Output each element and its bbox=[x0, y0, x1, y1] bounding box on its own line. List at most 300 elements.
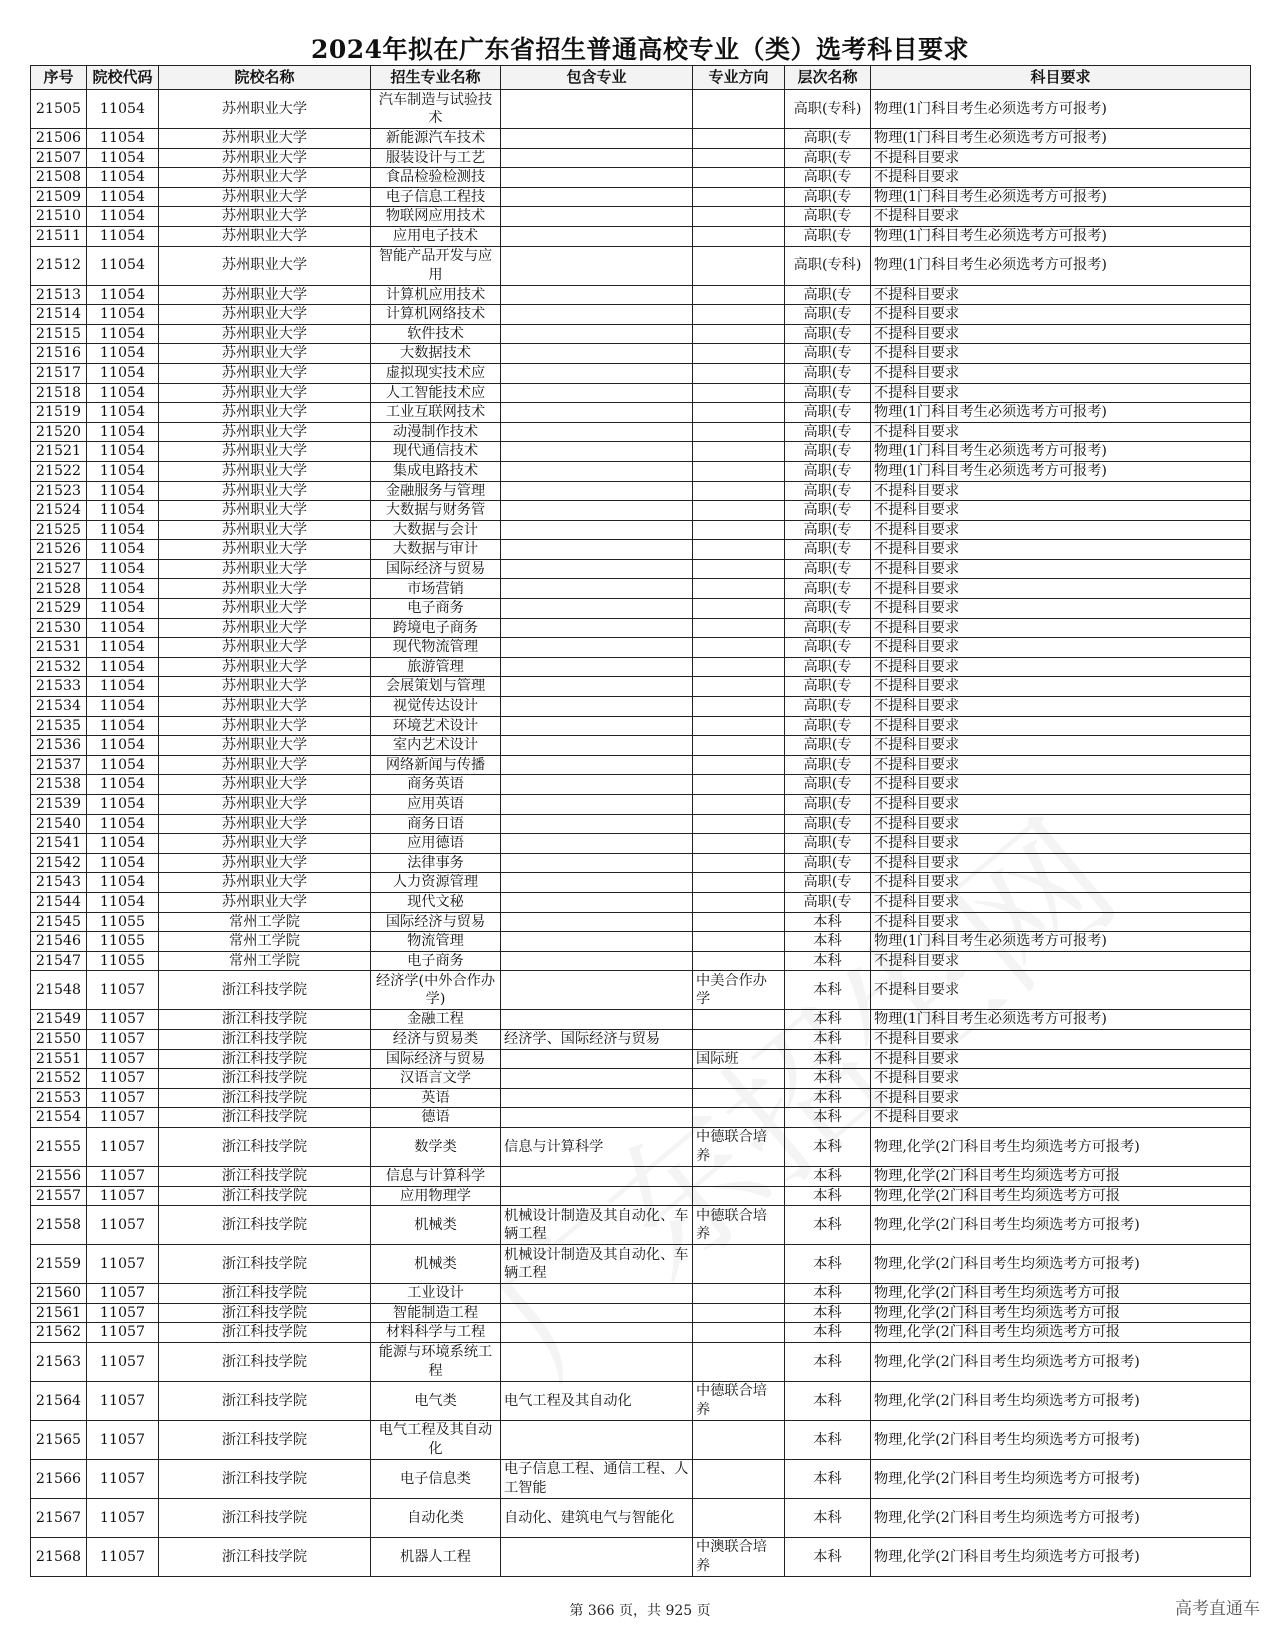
school-name-cell: 苏州职业大学 bbox=[159, 403, 371, 423]
table-row bbox=[31, 501, 1251, 521]
school-code-cell: 11054 bbox=[87, 657, 159, 677]
subject-requirement-cell: 物理,化学(2门科目考生均须选考方可报 bbox=[871, 1303, 1251, 1323]
included-majors-cell bbox=[501, 579, 693, 599]
table-row bbox=[31, 207, 1251, 227]
included-majors-cell bbox=[501, 129, 693, 149]
major-direction-cell bbox=[693, 481, 785, 501]
row-number-cell: 21554 bbox=[31, 1108, 87, 1128]
column-header: 层次名称 bbox=[785, 66, 871, 90]
level-name-cell: 高职(专 bbox=[785, 657, 871, 677]
row-number-cell: 21544 bbox=[31, 892, 87, 912]
major-direction-cell bbox=[693, 1342, 785, 1381]
row-number-cell: 21556 bbox=[31, 1166, 87, 1186]
school-name-cell: 苏州职业大学 bbox=[159, 90, 371, 129]
major-direction-cell bbox=[693, 795, 785, 815]
included-majors-cell bbox=[501, 638, 693, 658]
major-direction-cell bbox=[693, 932, 785, 952]
major-direction-cell: 中德联合培养 bbox=[693, 1206, 785, 1245]
included-majors-cell bbox=[501, 873, 693, 893]
school-code-cell: 11054 bbox=[87, 599, 159, 619]
major-name-cell: 现代通信技术 bbox=[371, 442, 501, 462]
included-majors-cell bbox=[501, 1166, 693, 1186]
school-code-cell: 11054 bbox=[87, 559, 159, 579]
major-name-cell: 人力资源管理 bbox=[371, 873, 501, 893]
table-row bbox=[31, 1381, 1251, 1420]
table-header-row bbox=[31, 66, 1251, 90]
level-name-cell: 本科 bbox=[785, 1323, 871, 1343]
row-number-cell: 21547 bbox=[31, 951, 87, 971]
subject-requirement-cell: 不提科目要求 bbox=[871, 912, 1251, 932]
subject-requirement-cell: 物理,化学(2门科目考生均须选考方可报考) bbox=[871, 1245, 1251, 1284]
included-majors-cell bbox=[501, 1186, 693, 1206]
major-direction-cell bbox=[693, 1108, 785, 1128]
school-code-cell: 11054 bbox=[87, 873, 159, 893]
major-direction-cell bbox=[693, 246, 785, 285]
row-number-cell: 21536 bbox=[31, 736, 87, 756]
major-name-cell: 法律事务 bbox=[371, 853, 501, 873]
school-code-cell: 11054 bbox=[87, 129, 159, 149]
table-row bbox=[31, 951, 1251, 971]
school-name-cell: 常州工学院 bbox=[159, 932, 371, 952]
row-number-cell: 21568 bbox=[31, 1537, 87, 1576]
included-majors-cell bbox=[501, 90, 693, 129]
subject-requirement-cell: 不提科目要求 bbox=[871, 363, 1251, 383]
row-number-cell: 21560 bbox=[31, 1284, 87, 1304]
school-name-cell: 苏州职业大学 bbox=[159, 129, 371, 149]
level-name-cell: 高职(专 bbox=[785, 814, 871, 834]
level-name-cell: 高职(专 bbox=[785, 422, 871, 442]
major-name-cell: 计算机应用技术 bbox=[371, 285, 501, 305]
major-name-cell: 能源与环境系统工程 bbox=[371, 1342, 501, 1381]
school-code-cell: 11054 bbox=[87, 207, 159, 227]
school-code-cell: 11054 bbox=[87, 814, 159, 834]
row-number-cell: 21507 bbox=[31, 148, 87, 168]
major-direction-cell bbox=[693, 1029, 785, 1049]
major-name-cell: 智能制造工程 bbox=[371, 1303, 501, 1323]
major-name-cell: 商务日语 bbox=[371, 814, 501, 834]
school-code-cell: 11054 bbox=[87, 638, 159, 658]
table-row bbox=[31, 540, 1251, 560]
major-direction-cell bbox=[693, 363, 785, 383]
included-majors-cell: 自动化、建筑电气与智能化 bbox=[501, 1498, 693, 1537]
school-name-cell: 苏州职业大学 bbox=[159, 853, 371, 873]
major-direction-cell bbox=[693, 442, 785, 462]
school-name-cell: 苏州职业大学 bbox=[159, 814, 371, 834]
table-row bbox=[31, 168, 1251, 188]
major-direction-cell bbox=[693, 1245, 785, 1284]
included-majors-cell bbox=[501, 951, 693, 971]
level-name-cell: 高职(专 bbox=[785, 442, 871, 462]
major-direction-cell bbox=[693, 168, 785, 188]
included-majors-cell: 机械设计制造及其自动化、车辆工程 bbox=[501, 1206, 693, 1245]
table-row bbox=[31, 1127, 1251, 1166]
major-name-cell: 汉语言文学 bbox=[371, 1069, 501, 1089]
school-code-cell: 11057 bbox=[87, 1245, 159, 1284]
included-majors-cell bbox=[501, 501, 693, 521]
subject-requirement-cell: 不提科目要求 bbox=[871, 736, 1251, 756]
school-code-cell: 11054 bbox=[87, 736, 159, 756]
level-name-cell: 高职(专 bbox=[785, 834, 871, 854]
included-majors-cell bbox=[501, 1323, 693, 1343]
major-name-cell: 环境艺术设计 bbox=[371, 716, 501, 736]
school-name-cell: 浙江科技学院 bbox=[159, 1010, 371, 1030]
subject-requirement-cell: 物理,化学(2门科目考生均须选考方可报 bbox=[871, 1186, 1251, 1206]
subject-requirement-cell: 不提科目要求 bbox=[871, 775, 1251, 795]
major-direction-cell bbox=[693, 1459, 785, 1498]
major-name-cell: 英语 bbox=[371, 1088, 501, 1108]
major-name-cell: 大数据与审计 bbox=[371, 540, 501, 560]
school-name-cell: 苏州职业大学 bbox=[159, 716, 371, 736]
level-name-cell: 高职(专 bbox=[785, 285, 871, 305]
row-number-cell: 21525 bbox=[31, 520, 87, 540]
major-direction-cell bbox=[693, 305, 785, 325]
school-code-cell: 11057 bbox=[87, 1459, 159, 1498]
level-name-cell: 本科 bbox=[785, 1206, 871, 1245]
school-code-cell: 11054 bbox=[87, 148, 159, 168]
major-direction-cell bbox=[693, 1303, 785, 1323]
major-name-cell: 现代文秘 bbox=[371, 892, 501, 912]
level-name-cell: 高职(专 bbox=[785, 892, 871, 912]
major-name-cell: 经济与贸易类 bbox=[371, 1029, 501, 1049]
school-code-cell: 11054 bbox=[87, 755, 159, 775]
major-name-cell: 工业互联网技术 bbox=[371, 403, 501, 423]
major-direction-cell: 中澳联合培养 bbox=[693, 1537, 785, 1576]
table-row bbox=[31, 1537, 1251, 1576]
level-name-cell: 本科 bbox=[785, 1010, 871, 1030]
major-direction-cell bbox=[693, 853, 785, 873]
column-header: 院校名称 bbox=[159, 66, 371, 90]
school-code-cell: 11054 bbox=[87, 520, 159, 540]
table-row bbox=[31, 559, 1251, 579]
level-name-cell: 高职(专 bbox=[785, 736, 871, 756]
included-majors-cell bbox=[501, 422, 693, 442]
school-name-cell: 苏州职业大学 bbox=[159, 579, 371, 599]
row-number-cell: 21562 bbox=[31, 1323, 87, 1343]
level-name-cell: 高职(专 bbox=[785, 187, 871, 207]
major-name-cell: 服装设计与工艺 bbox=[371, 148, 501, 168]
subject-requirement-cell: 不提科目要求 bbox=[871, 657, 1251, 677]
level-name-cell: 本科 bbox=[785, 932, 871, 952]
major-name-cell: 动漫制作技术 bbox=[371, 422, 501, 442]
school-name-cell: 浙江科技学院 bbox=[159, 1206, 371, 1245]
level-name-cell: 本科 bbox=[785, 1186, 871, 1206]
included-majors-cell bbox=[501, 599, 693, 619]
level-name-cell: 本科 bbox=[785, 1342, 871, 1381]
table-row bbox=[31, 912, 1251, 932]
level-name-cell: 高职(专 bbox=[785, 873, 871, 893]
row-number-cell: 21537 bbox=[31, 755, 87, 775]
subject-requirement-cell: 不提科目要求 bbox=[871, 168, 1251, 188]
row-number-cell: 21552 bbox=[31, 1069, 87, 1089]
major-name-cell: 大数据技术 bbox=[371, 344, 501, 364]
school-name-cell: 苏州职业大学 bbox=[159, 775, 371, 795]
row-number-cell: 21532 bbox=[31, 657, 87, 677]
school-code-cell: 11054 bbox=[87, 853, 159, 873]
level-name-cell: 本科 bbox=[785, 1127, 871, 1166]
table-row bbox=[31, 442, 1251, 462]
subject-requirement-cell: 不提科目要求 bbox=[871, 697, 1251, 717]
included-majors-cell bbox=[501, 1088, 693, 1108]
school-name-cell: 浙江科技学院 bbox=[159, 1342, 371, 1381]
subject-requirement-cell: 物理(1门科目考生必须选考方可报考) bbox=[871, 1010, 1251, 1030]
major-name-cell: 新能源汽车技术 bbox=[371, 129, 501, 149]
school-name-cell: 浙江科技学院 bbox=[159, 1088, 371, 1108]
major-direction-cell bbox=[693, 207, 785, 227]
major-direction-cell bbox=[693, 1323, 785, 1343]
major-direction-cell bbox=[693, 559, 785, 579]
school-code-cell: 11054 bbox=[87, 461, 159, 481]
included-majors-cell bbox=[501, 814, 693, 834]
major-name-cell: 视觉传达设计 bbox=[371, 697, 501, 717]
row-number-cell: 21538 bbox=[31, 775, 87, 795]
included-majors-cell bbox=[501, 461, 693, 481]
school-name-cell: 浙江科技学院 bbox=[159, 1049, 371, 1069]
table-row bbox=[31, 1108, 1251, 1128]
included-majors-cell bbox=[501, 305, 693, 325]
included-majors-cell bbox=[501, 1420, 693, 1459]
major-direction-cell bbox=[693, 755, 785, 775]
major-direction-cell bbox=[693, 618, 785, 638]
major-direction-cell: 中德联合培养 bbox=[693, 1127, 785, 1166]
column-header: 序号 bbox=[31, 66, 87, 90]
major-direction-cell bbox=[693, 226, 785, 246]
major-name-cell: 现代物流管理 bbox=[371, 638, 501, 658]
row-number-cell: 21529 bbox=[31, 599, 87, 619]
school-name-cell: 苏州职业大学 bbox=[159, 305, 371, 325]
subject-requirement-cell: 不提科目要求 bbox=[871, 148, 1251, 168]
subject-requirement-cell: 不提科目要求 bbox=[871, 853, 1251, 873]
row-number-cell: 21563 bbox=[31, 1342, 87, 1381]
school-code-cell: 11057 bbox=[87, 1537, 159, 1576]
major-direction-cell bbox=[693, 1088, 785, 1108]
table-row bbox=[31, 1284, 1251, 1304]
table-body bbox=[31, 90, 1251, 1577]
major-name-cell: 应用德语 bbox=[371, 834, 501, 854]
subject-requirement-cell: 物理(1门科目考生必须选考方可报考) bbox=[871, 246, 1251, 285]
school-code-cell: 11054 bbox=[87, 795, 159, 815]
major-direction-cell bbox=[693, 403, 785, 423]
major-name-cell: 智能产品开发与应用 bbox=[371, 246, 501, 285]
major-direction-cell bbox=[693, 814, 785, 834]
included-majors-cell bbox=[501, 148, 693, 168]
table-row bbox=[31, 971, 1251, 1010]
subject-requirement-cell: 物理,化学(2门科目考生均须选考方可报考) bbox=[871, 1498, 1251, 1537]
level-name-cell: 高职(专 bbox=[785, 579, 871, 599]
row-number-cell: 21526 bbox=[31, 540, 87, 560]
school-name-cell: 苏州职业大学 bbox=[159, 638, 371, 658]
subject-requirement-cell: 物理(1门科目考生必须选考方可报考) bbox=[871, 226, 1251, 246]
column-header: 包含专业 bbox=[501, 66, 693, 90]
table-row bbox=[31, 618, 1251, 638]
school-code-cell: 11054 bbox=[87, 90, 159, 129]
level-name-cell: 本科 bbox=[785, 951, 871, 971]
subject-requirement-cell: 物理,化学(2门科目考生均须选考方可报考) bbox=[871, 1127, 1251, 1166]
row-number-cell: 21514 bbox=[31, 305, 87, 325]
included-majors-cell bbox=[501, 363, 693, 383]
major-name-cell: 电气类 bbox=[371, 1381, 501, 1420]
row-number-cell: 21564 bbox=[31, 1381, 87, 1420]
row-number-cell: 21546 bbox=[31, 932, 87, 952]
row-number-cell: 21522 bbox=[31, 461, 87, 481]
level-name-cell: 本科 bbox=[785, 912, 871, 932]
included-majors-cell bbox=[501, 892, 693, 912]
school-code-cell: 11057 bbox=[87, 1206, 159, 1245]
school-name-cell: 常州工学院 bbox=[159, 951, 371, 971]
school-name-cell: 苏州职业大学 bbox=[159, 599, 371, 619]
subject-requirement-cell: 不提科目要求 bbox=[871, 834, 1251, 854]
school-name-cell: 浙江科技学院 bbox=[159, 1420, 371, 1459]
row-number-cell: 21520 bbox=[31, 422, 87, 442]
subject-requirement-cell: 物理,化学(2门科目考生均须选考方可报考) bbox=[871, 1459, 1251, 1498]
level-name-cell: 高职(专 bbox=[785, 559, 871, 579]
table-row bbox=[31, 285, 1251, 305]
major-direction-cell bbox=[693, 775, 785, 795]
table-row bbox=[31, 1420, 1251, 1459]
table-row bbox=[31, 1166, 1251, 1186]
table-row bbox=[31, 638, 1251, 658]
subject-requirement-cell: 不提科目要求 bbox=[871, 638, 1251, 658]
school-name-cell: 苏州职业大学 bbox=[159, 736, 371, 756]
table-row bbox=[31, 1049, 1251, 1069]
row-number-cell: 21543 bbox=[31, 873, 87, 893]
level-name-cell: 本科 bbox=[785, 1245, 871, 1284]
major-name-cell: 工业设计 bbox=[371, 1284, 501, 1304]
subject-requirement-cell: 物理(1门科目考生必须选考方可报考) bbox=[871, 90, 1251, 129]
major-direction-cell bbox=[693, 716, 785, 736]
major-direction-cell bbox=[693, 501, 785, 521]
level-name-cell: 高职(专科) bbox=[785, 246, 871, 285]
school-name-cell: 浙江科技学院 bbox=[159, 1323, 371, 1343]
school-code-cell: 11054 bbox=[87, 168, 159, 188]
school-name-cell: 浙江科技学院 bbox=[159, 1186, 371, 1206]
row-number-cell: 21523 bbox=[31, 481, 87, 501]
major-direction-cell bbox=[693, 697, 785, 717]
major-direction-cell bbox=[693, 324, 785, 344]
subject-requirement-cell: 物理(1门科目考生必须选考方可报考) bbox=[871, 442, 1251, 462]
major-direction-cell: 国际班 bbox=[693, 1049, 785, 1069]
row-number-cell: 21531 bbox=[31, 638, 87, 658]
row-number-cell: 21515 bbox=[31, 324, 87, 344]
school-code-cell: 11057 bbox=[87, 1381, 159, 1420]
included-majors-cell bbox=[501, 344, 693, 364]
level-name-cell: 本科 bbox=[785, 1459, 871, 1498]
school-code-cell: 11054 bbox=[87, 246, 159, 285]
major-name-cell: 电子商务 bbox=[371, 951, 501, 971]
level-name-cell: 高职(专 bbox=[785, 599, 871, 619]
subject-requirement-cell: 物理(1门科目考生必须选考方可报考) bbox=[871, 932, 1251, 952]
major-name-cell: 应用英语 bbox=[371, 795, 501, 815]
school-code-cell: 11054 bbox=[87, 775, 159, 795]
school-code-cell: 11054 bbox=[87, 579, 159, 599]
included-majors-cell bbox=[501, 912, 693, 932]
school-code-cell: 11057 bbox=[87, 1186, 159, 1206]
row-number-cell: 21541 bbox=[31, 834, 87, 854]
school-code-cell: 11054 bbox=[87, 501, 159, 521]
major-name-cell: 会展策划与管理 bbox=[371, 677, 501, 697]
level-name-cell: 高职(专 bbox=[785, 501, 871, 521]
major-name-cell: 德语 bbox=[371, 1108, 501, 1128]
row-number-cell: 21550 bbox=[31, 1029, 87, 1049]
major-direction-cell bbox=[693, 1166, 785, 1186]
subject-requirement-cell: 物理(1门科目考生必须选考方可报考) bbox=[871, 461, 1251, 481]
row-number-cell: 21513 bbox=[31, 285, 87, 305]
level-name-cell: 高职(专 bbox=[785, 755, 871, 775]
row-number-cell: 21528 bbox=[31, 579, 87, 599]
included-majors-cell bbox=[501, 1069, 693, 1089]
level-name-cell: 高职(专 bbox=[785, 403, 871, 423]
table-row bbox=[31, 1088, 1251, 1108]
subject-requirement-cell: 不提科目要求 bbox=[871, 520, 1251, 540]
row-number-cell: 21505 bbox=[31, 90, 87, 129]
subject-requirement-cell: 不提科目要求 bbox=[871, 422, 1251, 442]
major-name-cell: 旅游管理 bbox=[371, 657, 501, 677]
table-row bbox=[31, 1245, 1251, 1284]
subject-requirement-cell: 不提科目要求 bbox=[871, 677, 1251, 697]
included-majors-cell bbox=[501, 657, 693, 677]
table-row bbox=[31, 520, 1251, 540]
school-name-cell: 苏州职业大学 bbox=[159, 187, 371, 207]
table-row bbox=[31, 1206, 1251, 1245]
included-majors-cell bbox=[501, 795, 693, 815]
level-name-cell: 本科 bbox=[785, 1069, 871, 1089]
major-direction-cell bbox=[693, 951, 785, 971]
level-name-cell: 本科 bbox=[785, 1088, 871, 1108]
level-name-cell: 本科 bbox=[785, 1381, 871, 1420]
school-code-cell: 11054 bbox=[87, 618, 159, 638]
school-name-cell: 苏州职业大学 bbox=[159, 834, 371, 854]
row-number-cell: 21535 bbox=[31, 716, 87, 736]
level-name-cell: 高职(专 bbox=[785, 148, 871, 168]
major-name-cell: 电气工程及其自动化 bbox=[371, 1420, 501, 1459]
school-name-cell: 苏州职业大学 bbox=[159, 285, 371, 305]
major-name-cell: 网络新闻与传播 bbox=[371, 755, 501, 775]
major-direction-cell: 中德联合培养 bbox=[693, 1381, 785, 1420]
row-number-cell: 21517 bbox=[31, 363, 87, 383]
major-name-cell: 大数据与财务管 bbox=[371, 501, 501, 521]
row-number-cell: 21542 bbox=[31, 853, 87, 873]
school-name-cell: 苏州职业大学 bbox=[159, 422, 371, 442]
level-name-cell: 高职(专 bbox=[785, 540, 871, 560]
major-direction-cell bbox=[693, 148, 785, 168]
table-row bbox=[31, 148, 1251, 168]
school-code-cell: 11057 bbox=[87, 1108, 159, 1128]
school-code-cell: 11057 bbox=[87, 1088, 159, 1108]
school-code-cell: 11054 bbox=[87, 324, 159, 344]
subject-requirement-cell: 物理,化学(2门科目考生均须选考方可报考) bbox=[871, 1420, 1251, 1459]
school-name-cell: 浙江科技学院 bbox=[159, 1127, 371, 1166]
level-name-cell: 高职(专 bbox=[785, 344, 871, 364]
included-majors-cell bbox=[501, 403, 693, 423]
subject-requirement-cell: 不提科目要求 bbox=[871, 795, 1251, 815]
included-majors-cell bbox=[501, 677, 693, 697]
page-title: 2024年拟在广东省招生普通高校专业（类）选考科目要求 bbox=[310, 35, 970, 64]
major-direction-cell bbox=[693, 1186, 785, 1206]
major-direction-cell bbox=[693, 461, 785, 481]
table-row bbox=[31, 677, 1251, 697]
level-name-cell: 高职(专 bbox=[785, 207, 871, 227]
table-row bbox=[31, 932, 1251, 952]
subject-requirement-cell: 不提科目要求 bbox=[871, 559, 1251, 579]
major-name-cell: 机械类 bbox=[371, 1206, 501, 1245]
major-direction-cell bbox=[693, 1420, 785, 1459]
major-name-cell: 国际经济与贸易 bbox=[371, 559, 501, 579]
school-name-cell: 苏州职业大学 bbox=[159, 442, 371, 462]
level-name-cell: 高职(专 bbox=[785, 795, 871, 815]
included-majors-cell bbox=[501, 697, 693, 717]
school-code-cell: 11055 bbox=[87, 932, 159, 952]
table-row bbox=[31, 697, 1251, 717]
table-row bbox=[31, 892, 1251, 912]
